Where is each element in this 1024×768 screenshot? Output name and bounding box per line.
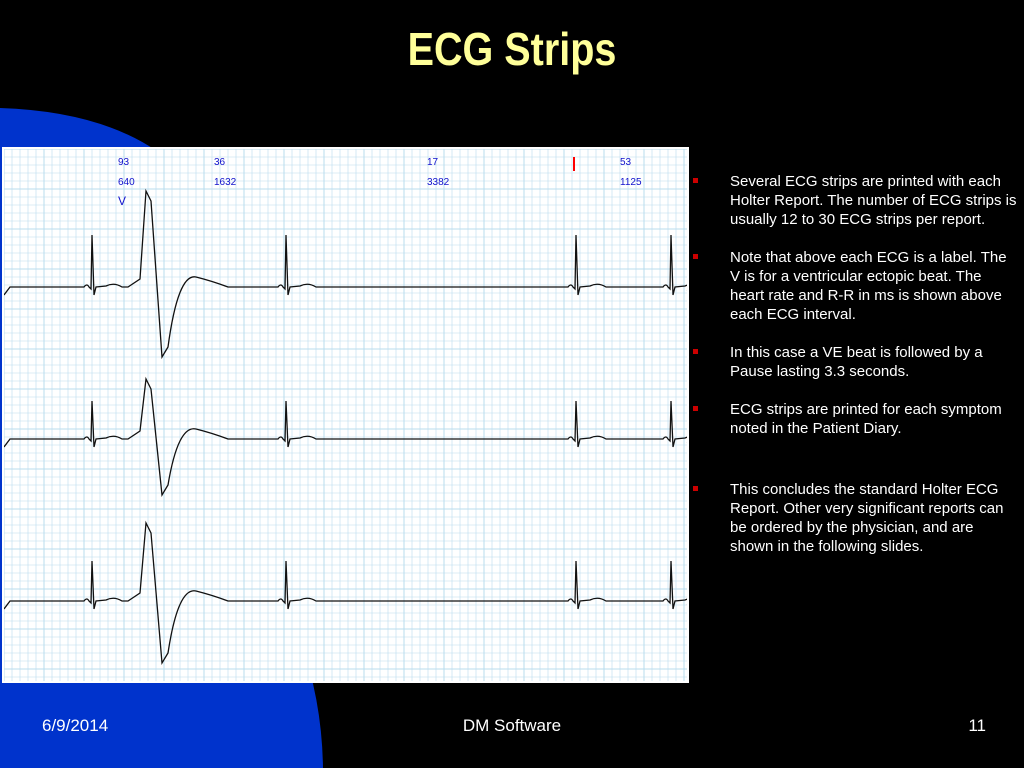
footer-date: 6/9/2014 bbox=[42, 716, 109, 735]
footer-page-number: 11 bbox=[968, 716, 986, 735]
ecg-label-rr-1: 640 bbox=[118, 177, 135, 188]
bullet-item bbox=[692, 343, 1018, 381]
bullet-item bbox=[692, 172, 1018, 229]
bullet-text: This concludes the standard Holter ECG Report. Other very significant reports can be ordered by the physician, and are shown in the following slides. bbox=[730, 481, 1004, 555]
ecg-event-marker bbox=[573, 157, 575, 171]
slide-title: ECG Strips bbox=[407, 23, 617, 75]
ecg-label-rr-4: 1125 bbox=[620, 177, 642, 188]
square-bullet-icon bbox=[693, 406, 698, 411]
bullet-item bbox=[692, 248, 1018, 324]
ecg-strip-image bbox=[2, 147, 689, 683]
bullet-text: Note that above each ECG is a label. The V is for a ventricular ectopic beat. The heart rate and R-R in ms is shown above each ECG interval. bbox=[730, 249, 1007, 323]
bullet-text: In this case a VE beat is followed by a Pause lasting 3.3 seconds. bbox=[730, 344, 983, 380]
bullet-item bbox=[692, 480, 1018, 556]
ecg-label-rate-3: 17 bbox=[427, 157, 439, 168]
ecg-label-rr-3: 3382 bbox=[427, 177, 450, 188]
bullet-text: Several ECG strips are printed with each Holter Report. The number of ECG strips is usually 12 to 30 ECG strips per report. bbox=[730, 173, 1017, 228]
ecg-chart bbox=[4, 149, 687, 681]
ecg-label-rate-1: 93 bbox=[118, 157, 130, 168]
bullet-text: ECG strips are printed for each symptom noted in the Patient Diary. bbox=[730, 401, 1002, 437]
ecg-label-rr-2: 1632 bbox=[214, 177, 237, 188]
footer-center-text: DM Software bbox=[462, 716, 562, 735]
square-bullet-icon bbox=[693, 486, 698, 491]
square-bullet-icon bbox=[693, 349, 698, 354]
ecg-trace-3 bbox=[4, 523, 687, 663]
bullet-list bbox=[692, 172, 1018, 556]
ecg-label-rate-4: 53 bbox=[620, 157, 632, 168]
ecg-traces bbox=[4, 191, 687, 663]
square-bullet-icon bbox=[693, 254, 698, 259]
ecg-label-rate-2: 36 bbox=[214, 157, 226, 168]
square-bullet-icon bbox=[693, 178, 698, 183]
bullet-item bbox=[692, 400, 1018, 438]
ecg-trace-1 bbox=[4, 191, 687, 357]
ecg-label-type-1: V bbox=[118, 194, 127, 208]
